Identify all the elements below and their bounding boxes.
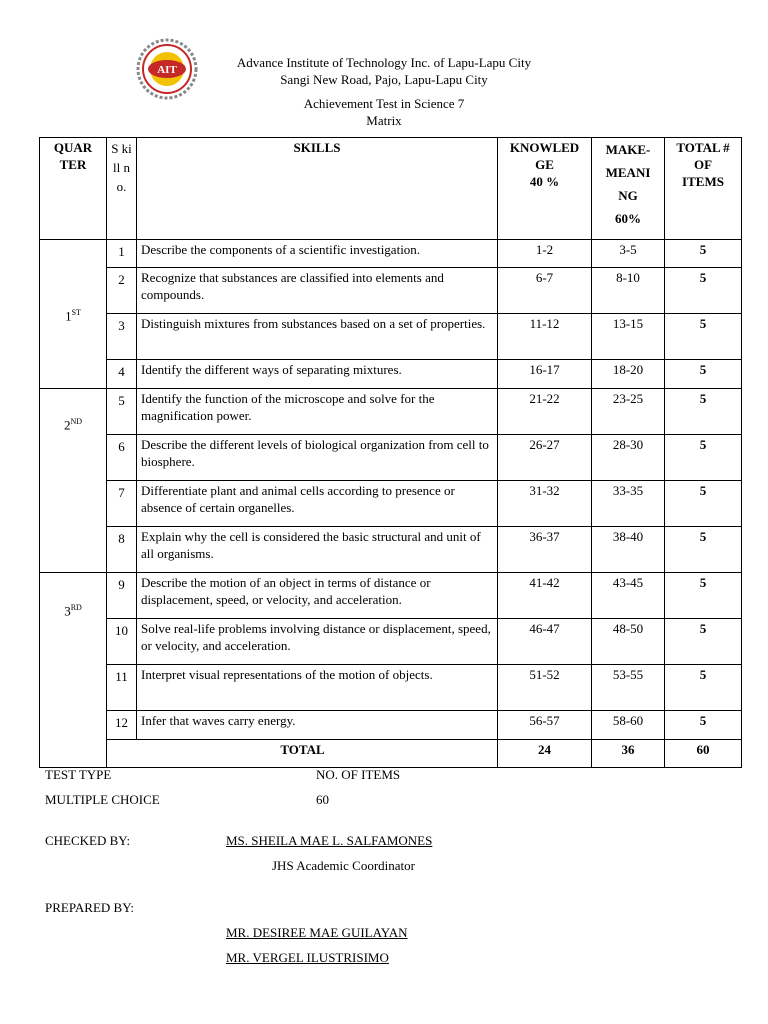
- skill-no: 8: [107, 527, 137, 573]
- skill-no: 7: [107, 481, 137, 527]
- total-meaning: 36: [592, 740, 665, 768]
- table-row: [40, 573, 742, 619]
- quarter-cell-3: 3RD: [40, 573, 107, 768]
- meaning-items: 43-45: [592, 573, 665, 619]
- total-items: 5: [665, 314, 742, 360]
- knowledge-items: 36-37: [498, 527, 592, 573]
- knowledge-items: 46-47: [498, 619, 592, 665]
- skill-text: Describe the components of a scientific investigation.: [137, 240, 498, 268]
- knowledge-items: 11-12: [498, 314, 592, 360]
- table-row: [40, 527, 742, 573]
- knowledge-items: 6-7: [498, 268, 592, 314]
- skill-no: 12: [107, 711, 137, 740]
- table-row: [40, 240, 742, 268]
- skill-text: Differentiate plant and animal cells according to presence or absence of certain organelles.: [137, 481, 498, 527]
- skill-no: 1: [107, 240, 137, 268]
- meaning-items: 13-15: [592, 314, 665, 360]
- skill-no: 9: [107, 573, 137, 619]
- test-type-label: TEST TYPE: [45, 767, 112, 782]
- total-items: 5: [665, 665, 742, 711]
- meaning-items: 8-10: [592, 268, 665, 314]
- meaning-items: 38-40: [592, 527, 665, 573]
- skill-no-header: S ki ll n o.: [107, 138, 137, 240]
- skill-no: 2: [107, 268, 137, 314]
- table-row: [40, 711, 742, 740]
- logo-text: AIT: [157, 64, 177, 76]
- meaning-items: 58-60: [592, 711, 665, 740]
- skill-no: 6: [107, 435, 137, 481]
- skill-text: Recognize that substances are classified into elements and compounds.: [137, 268, 498, 314]
- skills-header: SKILLS: [137, 138, 498, 240]
- prepared-by-name: MR. VERGEL ILUSTRISIMO: [226, 950, 389, 965]
- table-row: [40, 314, 742, 360]
- checked-by-title: JHS Academic Coordinator: [272, 858, 415, 873]
- knowledge-items: 1-2: [498, 240, 592, 268]
- skill-text: Identify the different ways of separating mixtures.: [137, 360, 498, 389]
- total-items: 5: [665, 573, 742, 619]
- skill-text: Solve real-life problems involving distance or displacement, speed, or velocity, and acceleration.: [137, 619, 498, 665]
- total-items: 5: [665, 360, 742, 389]
- skill-no: 4: [107, 360, 137, 389]
- quarter-cell-2: 2ND: [40, 389, 107, 573]
- total-items: 5: [665, 240, 742, 268]
- table-row: [40, 268, 742, 314]
- total-header: TOTAL # OF ITEMS: [665, 138, 742, 240]
- meaning-items: 3-5: [592, 240, 665, 268]
- meaning-items: 23-25: [592, 389, 665, 435]
- total-items: 5: [665, 389, 742, 435]
- total-knowledge: 24: [498, 740, 592, 768]
- checked-by-label: CHECKED BY:: [45, 833, 131, 848]
- total-label: TOTAL: [107, 740, 498, 768]
- institution-name: Advance Institute of Technology Inc. of Lapu-Lapu City: [236, 55, 532, 70]
- knowledge-items: 31-32: [498, 481, 592, 527]
- quarter-header: QUAR TER: [40, 138, 107, 240]
- total-items: 5: [665, 527, 742, 573]
- meaning-items: 48-50: [592, 619, 665, 665]
- table-row: [40, 619, 742, 665]
- prepared-by-name: MR. DESIREE MAE GUILAYAN: [226, 925, 408, 940]
- skill-no: 11: [107, 665, 137, 711]
- test-type-value: MULTIPLE CHOICE: [45, 792, 160, 807]
- table-row: [40, 435, 742, 481]
- test-matrix-table: [39, 137, 742, 768]
- table-row: [40, 481, 742, 527]
- meaning-header: MAKE-MEANI NG 60%: [592, 138, 665, 240]
- knowledge-header: KNOWLED GE 40 %: [498, 138, 592, 240]
- knowledge-items: 21-22: [498, 389, 592, 435]
- skill-no: 10: [107, 619, 137, 665]
- meaning-items: 18-20: [592, 360, 665, 389]
- knowledge-items: 56-57: [498, 711, 592, 740]
- total-items: 5: [665, 481, 742, 527]
- skill-text: Explain why the cell is considered the basic structural and unit of all organisms.: [137, 527, 498, 573]
- skill-text: Distinguish mixtures from substances based on a set of properties.: [137, 314, 498, 360]
- total-items: 5: [665, 711, 742, 740]
- skill-text: Infer that waves carry energy.: [137, 711, 498, 740]
- skill-text: Describe the motion of an object in terms of distance or displacement, speed, or velocity, and acceleration.: [137, 573, 498, 619]
- no-items-label: NO. OF ITEMS: [316, 767, 401, 782]
- prepared-by-label: PREPARED BY:: [45, 900, 134, 915]
- meaning-items: 28-30: [592, 435, 665, 481]
- total-items: 5: [665, 619, 742, 665]
- table-row: [40, 665, 742, 711]
- total-items-sum: 60: [665, 740, 742, 768]
- table-header-row: [40, 138, 742, 240]
- total-items: 5: [665, 435, 742, 481]
- test-title: Achievement Test in Science 7: [303, 96, 465, 111]
- institution-address: Sangi New Road, Pajo, Lapu-Lapu City: [280, 72, 488, 87]
- skill-no: 3: [107, 314, 137, 360]
- skill-text: Identify the function of the microscope and solve for the magnification power.: [137, 389, 498, 435]
- quarter-cell-1: 1ST: [40, 240, 107, 389]
- knowledge-items: 16-17: [498, 360, 592, 389]
- checked-by-name: MS. SHEILA MAE L. SALFAMONES: [226, 833, 433, 848]
- skill-text: Interpret visual representations of the motion of objects.: [137, 665, 498, 711]
- total-items: 5: [665, 268, 742, 314]
- knowledge-items: 26-27: [498, 435, 592, 481]
- table-row: [40, 360, 742, 389]
- no-items-value: 60: [316, 792, 329, 807]
- meaning-items: 53-55: [592, 665, 665, 711]
- skill-text: Describe the different levels of biological organization from cell to biosphere.: [137, 435, 498, 481]
- matrix-subtitle: Matrix: [366, 113, 402, 128]
- knowledge-items: 51-52: [498, 665, 592, 711]
- table-row: [40, 389, 742, 435]
- skill-no: 5: [107, 389, 137, 435]
- total-row: [40, 740, 742, 768]
- knowledge-items: 41-42: [498, 573, 592, 619]
- meaning-items: 33-35: [592, 481, 665, 527]
